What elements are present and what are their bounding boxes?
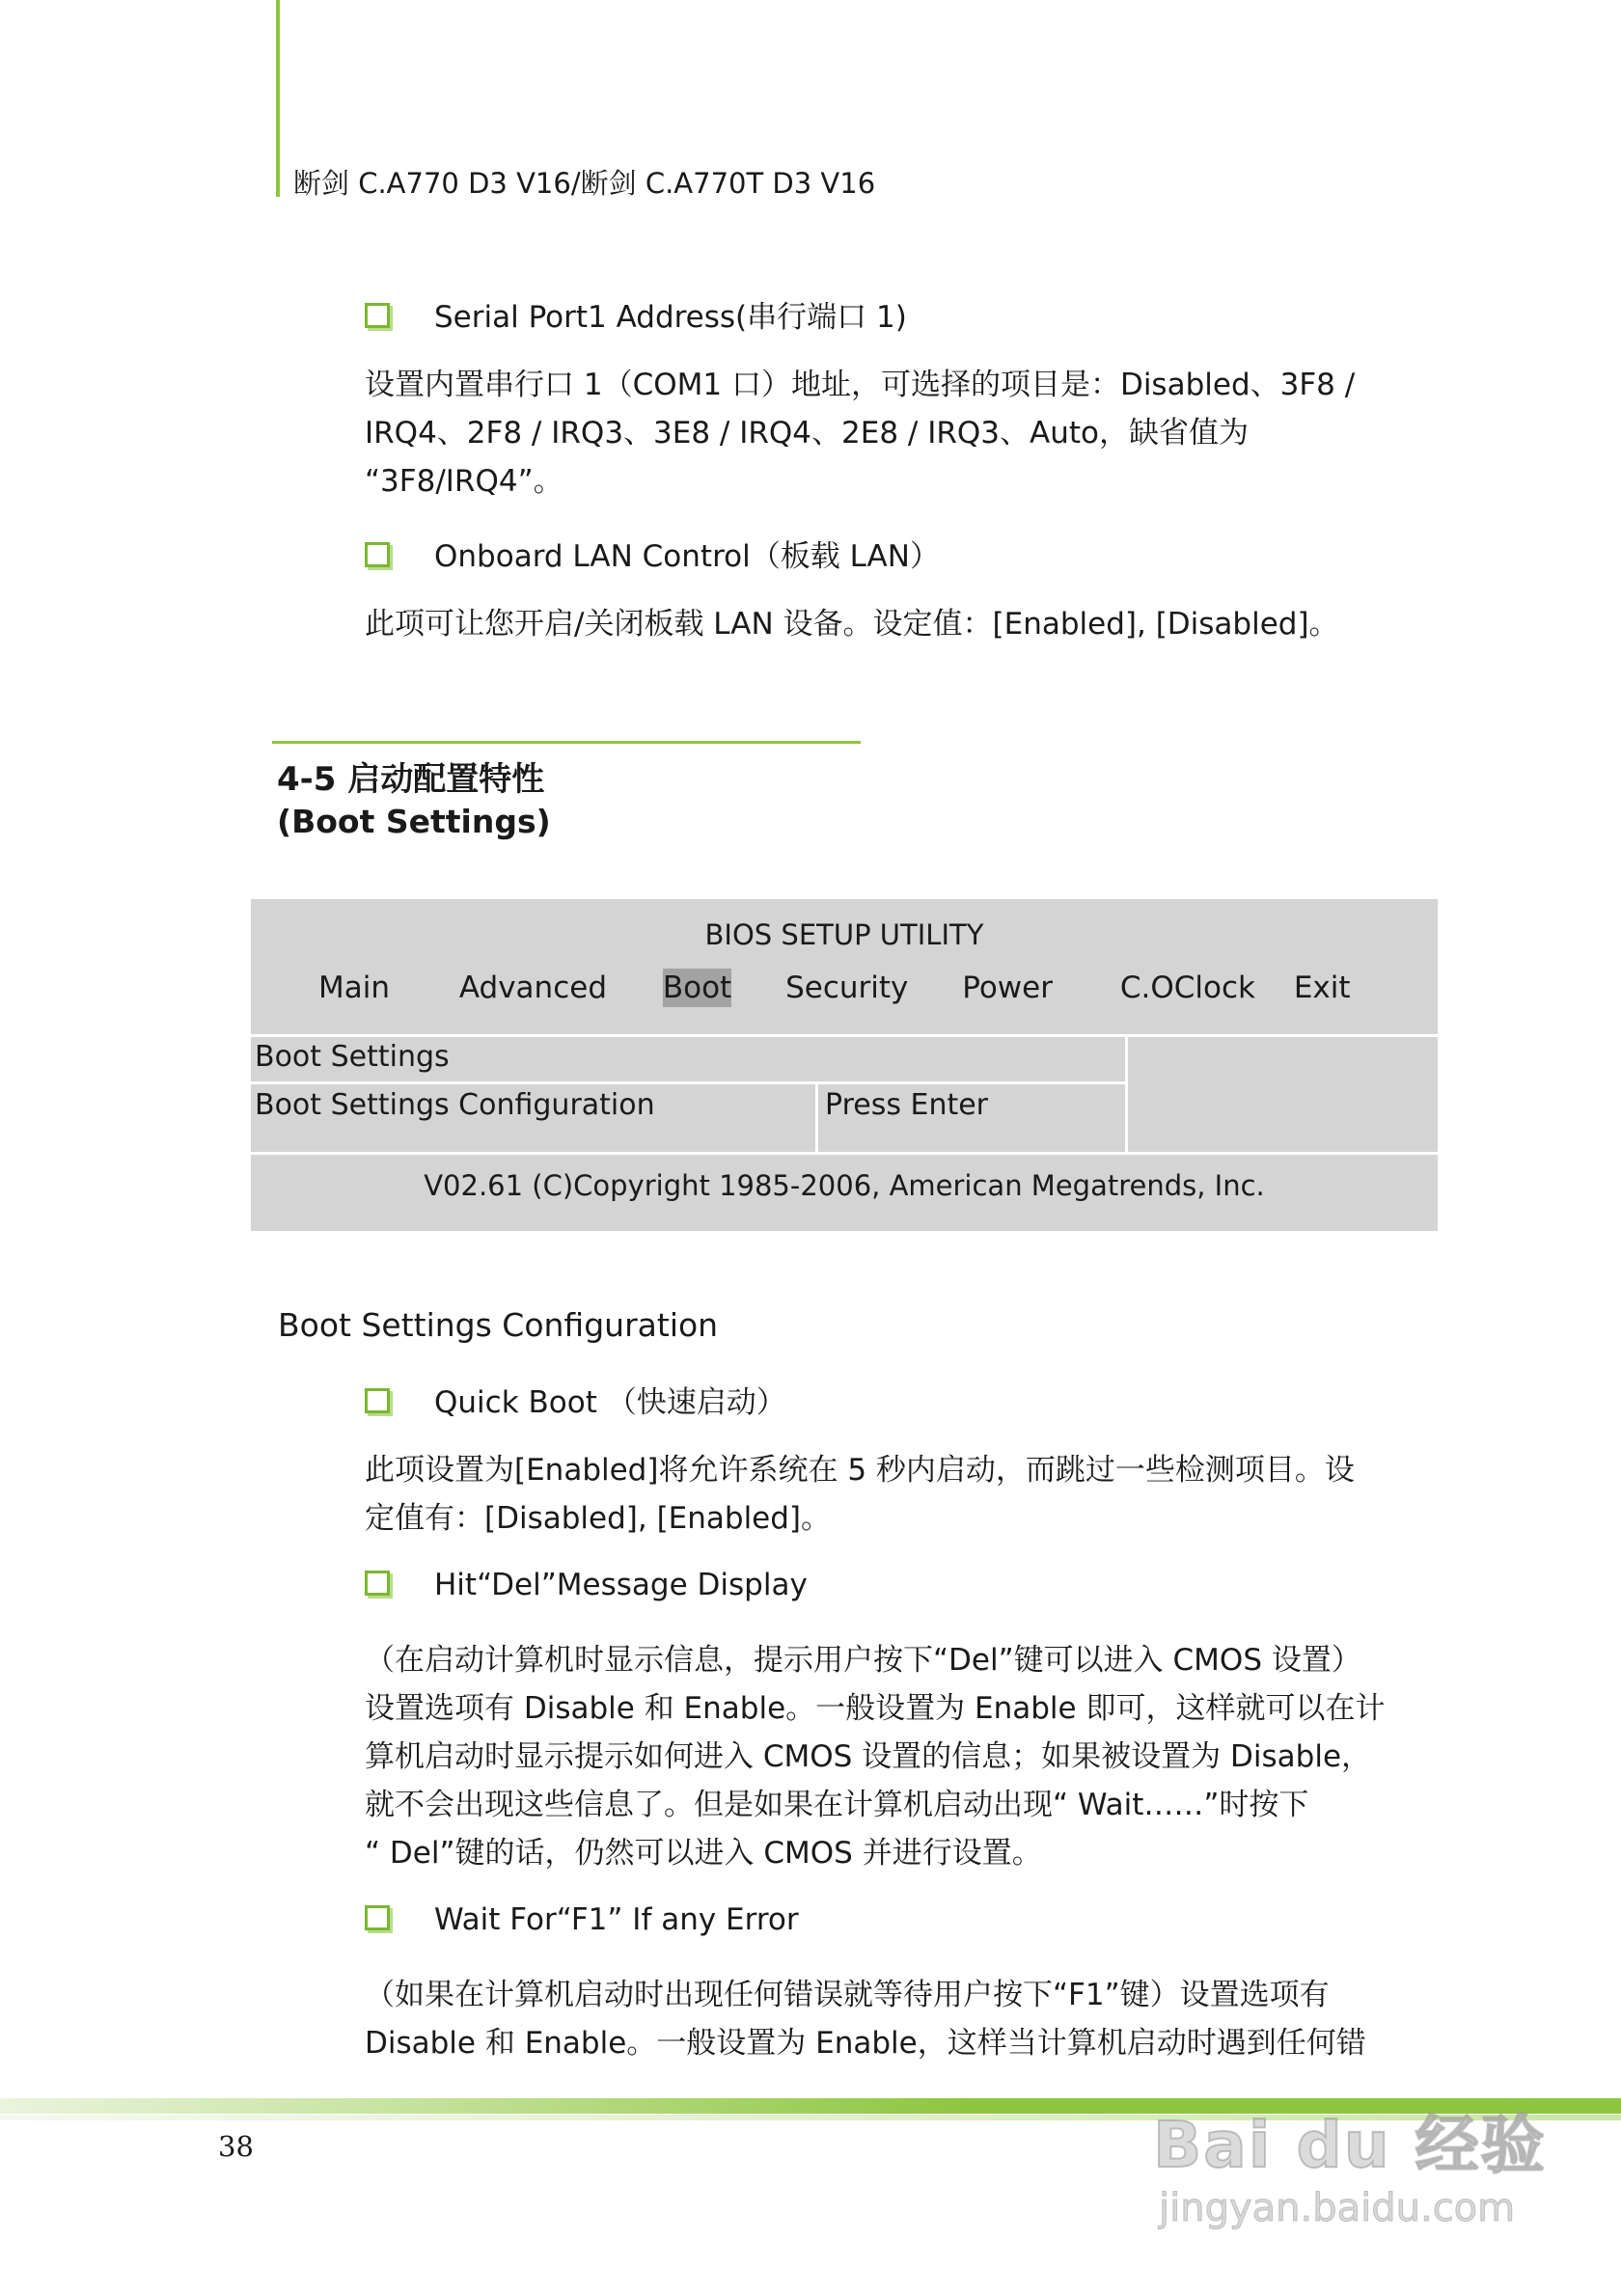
text-line: （如果在计算机启动时出现任何错误就等待用户按下“F1”键）设置选项有 <box>365 1978 1330 2012</box>
tab-advanced[interactable]: Advanced <box>458 970 607 1005</box>
tab-boot[interactable]: Boot <box>662 970 732 1005</box>
bullet-label: Hit“Del”Message Display <box>434 1568 808 1602</box>
text-line: 就不会出现这些信息了。但是如果在计算机启动出现“ Wait……”时按下 <box>365 1788 1309 1822</box>
bios-divider <box>251 1034 1438 1037</box>
bios-screen <box>251 899 1438 1231</box>
watermark-logo: Bai du 经验 <box>1153 2108 1547 2182</box>
section-divider <box>272 741 861 744</box>
bullet-label: Wait For“F1” If any Error <box>434 1902 799 1937</box>
bullet-item-onboard-lan <box>365 532 940 575</box>
bios-divider <box>1125 1034 1128 1154</box>
bios-title: BIOS SETUP UTILITY <box>704 918 984 951</box>
tab-c-oclock[interactable]: C.OClock <box>1119 970 1255 1005</box>
bios-row-boot-settings-configuration[interactable]: Boot Settings Configuration <box>255 1088 655 1122</box>
text-line: 算机启动时显示提示如何进入 CMOS 设置的信息；如果被设置为 Disable， <box>365 1739 1372 1774</box>
paragraph-serial-port <box>365 361 1416 506</box>
checkbox-bullet-icon <box>365 1388 390 1413</box>
bullet-item-wait-f1 <box>365 1902 799 1937</box>
bios-divider <box>815 1081 818 1154</box>
config-heading: Boot Settings Configuration <box>278 1306 719 1344</box>
bios-row-value: Press Enter <box>825 1088 989 1122</box>
bios-divider <box>251 1152 1438 1155</box>
text-line: IRQ4、2F8 / IRQ3、3E8 / IRQ4、2E8 / IRQ3、Auto，缺省值为 <box>365 416 1249 451</box>
text-line: 设置内置串行口 1（COM1 口）地址，可选择的项目是：Disabled、3F8 / <box>365 368 1356 402</box>
page-number: 38 <box>218 2130 254 2163</box>
text-line: 定值有：[Disabled], [Enabled]。 <box>365 1501 832 1536</box>
tab-power[interactable]: Power <box>962 970 1053 1005</box>
checkbox-bullet-icon <box>365 542 390 567</box>
text-line: （在启动计算机时显示信息，提示用户按下“Del”键可以进入 CMOS 设置） <box>365 1643 1361 1678</box>
checkbox-bullet-icon <box>365 1905 390 1930</box>
text-line: 此项可让您开启/关闭板载 LAN 设备。设定值：[Enabled], [Disabled]。 <box>365 607 1339 642</box>
text-line: 设置选项有 Disable 和 Enable。一般设置为 Enable 即可，这样就可以在计 <box>365 1691 1386 1726</box>
section-subtitle: (Boot Settings) <box>277 803 551 840</box>
section-title: 4-5 启动配置特性 <box>277 760 545 799</box>
bullet-label: Serial Port1 Address(串行端口 1) <box>434 300 907 335</box>
text-line: “3F8/IRQ4”。 <box>365 464 563 499</box>
tab-exit[interactable]: Exit <box>1293 970 1351 1005</box>
watermark-url: jingyan.baidu.com <box>1159 2186 1516 2230</box>
header-accent-line <box>276 0 280 197</box>
paragraph-onboard-lan <box>365 600 1416 648</box>
text-line: “ Del”键的话，仍然可以进入 CMOS 并进行设置。 <box>365 1836 1042 1871</box>
checkbox-bullet-icon <box>365 1571 390 1596</box>
paragraph-quick-boot <box>365 1446 1416 1543</box>
baidu-watermark <box>1153 2093 1547 2238</box>
bullet-item-quick-boot <box>365 1378 786 1421</box>
bullet-item-hit-del <box>365 1568 808 1602</box>
text-line: 此项设置为[Enabled]将允许系统在 5 秒内启动，而跳过一些检测项目。设 <box>365 1453 1355 1488</box>
bios-copyright: V02.61 (C)Copyright 1985-2006, American Megatrends, Inc. <box>424 1169 1265 1202</box>
tab-security[interactable]: Security <box>785 970 909 1005</box>
tab-main[interactable]: Main <box>318 970 391 1005</box>
paragraph-wait-f1 <box>365 1971 1416 2067</box>
checkbox-bullet-icon <box>365 303 390 328</box>
bios-section-label: Boot Settings <box>255 1040 450 1074</box>
bios-menu-tabs <box>318 969 1351 1007</box>
bios-divider <box>251 1081 1125 1084</box>
bullet-label: Onboard LAN Control（板载 LAN） <box>434 539 940 574</box>
paragraph-hit-del <box>365 1636 1416 1877</box>
bullet-label: Quick Boot （快速启动） <box>434 1385 786 1420</box>
running-header: 断剑 C.A770 D3 V16/断剑 C.A770T D3 V16 <box>293 167 876 200</box>
text-line: Disable 和 Enable。一般设置为 Enable，这样当计算机启动时遇到任何错 <box>365 2026 1366 2061</box>
bullet-item-serial-port <box>365 292 907 336</box>
